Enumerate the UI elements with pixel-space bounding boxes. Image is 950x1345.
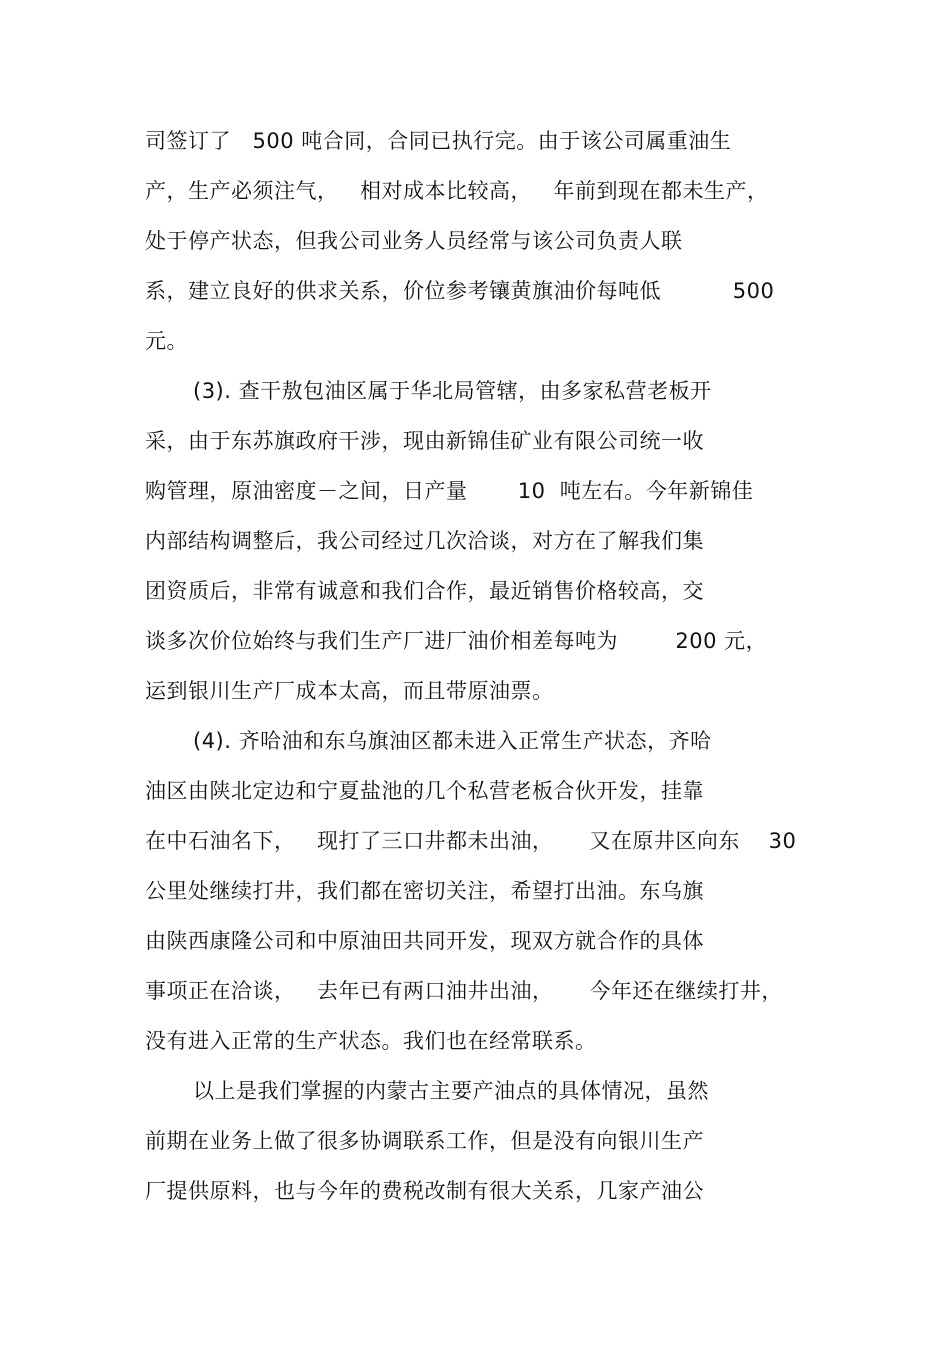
text-line: 事项正在洽谈， 去年已有两口油井出油， 今年还在继续打井， [145, 979, 783, 1003]
text-line: 油区由陕北定边和宁夏盐池的几个私营老板合伙开发，挂靠 [145, 779, 704, 803]
text-line: 产，生产必须注气， 相对成本比较高， 年前到现在都未生产， [145, 179, 769, 203]
text-line: 公里处继续打井，我们都在密切关注，希望打出油。东乌旗 [145, 879, 704, 903]
text-line: 在中石油名下， 现打了三口井都未出油， 又在原井区向东 30 [145, 829, 797, 853]
text-line: 采，由于东苏旗政府干涉，现由新锦佳矿业有限公司统一收 [145, 429, 704, 453]
text-line: 购管理，原油密度－之间，日产量 10 吨左右。今年新锦佳 [145, 479, 754, 503]
text-line: 司签订了 500 吨合同，合同已执行完。由于该公司属重油生 [145, 129, 732, 153]
text-line: 系，建立良好的供求关系，价位参考镶黄旗油价每吨低 500 [145, 279, 775, 303]
text-line: 由陕西康隆公司和中原油田共同开发，现双方就合作的具体 [145, 929, 704, 953]
text-line: 以上是我们掌握的内蒙古主要产油点的具体情况，虽然 [193, 1079, 709, 1103]
text-line: 元。 [145, 329, 188, 353]
text-line: 团资质后，非常有诚意和我们合作，最近销售价格较高，交 [145, 579, 704, 603]
text-line: 处于停产状态，但我公司业务人员经常与该公司负责人联 [145, 229, 683, 253]
text-line: (4). 齐哈油和东乌旗油区都未进入正常生产状态，齐哈 [193, 729, 712, 753]
text-line: 前期在业务上做了很多协调联系工作，但是没有向银川生产 [145, 1129, 704, 1153]
text-line: 内部结构调整后，我公司经过几次洽谈，对方在了解我们集 [145, 529, 704, 553]
text-line: 厂提供原料，也与今年的费税改制有很大关系，几家产油公 [145, 1179, 704, 1203]
text-line: (3). 查干敖包油区属于华北局管辖，由多家私营老板开 [193, 379, 712, 403]
text-line: 运到银川生产厂成本太高，而且带原油票。 [145, 679, 554, 703]
text-line: 没有进入正常的生产状态。我们也在经常联系。 [145, 1029, 597, 1053]
text-line: 谈多次价位始终与我们生产厂进厂油价相差每吨为 200 元， [145, 629, 768, 653]
